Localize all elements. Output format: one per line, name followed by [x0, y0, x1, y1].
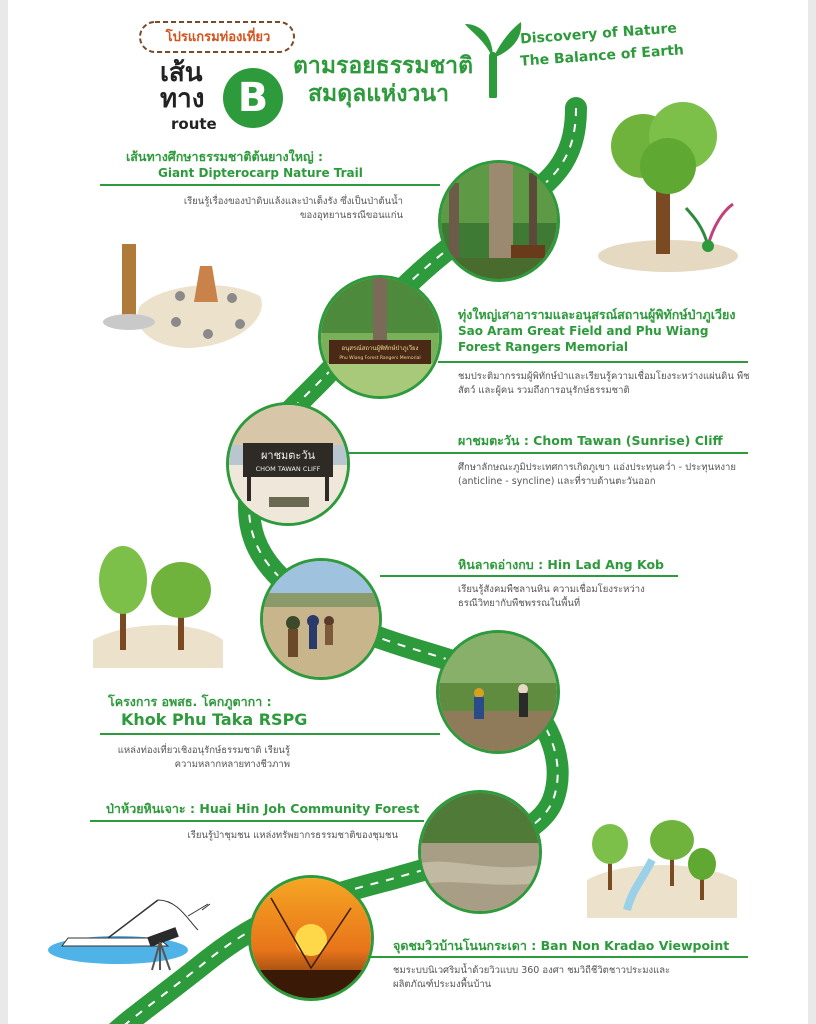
stop-4-desc: เรียนรู้สังคมพืชลานหิน ความเชื่อมโยงระหว่าง ธรณีวิทยากับพืชพรรณในพื้นที่: [458, 584, 645, 609]
stop-1-rule: [100, 184, 440, 186]
stop-3-title: ผาชมตะวัน : Chom Tawan (Sunrise) Cliff: [458, 433, 723, 448]
cliff-sign-text-en: CHOM TAWAN CLIFF: [255, 465, 321, 473]
stop-7-rule: [368, 956, 748, 958]
stop-4-rule: [380, 575, 678, 577]
stop-2-title: ทุ่งใหญ่เสาอารามและอนุสรณ์สถานผู้พิทักษ์ป่าภูเวียง: [458, 307, 736, 322]
stop-5-title: โครงการ อพสธ. โคกภูตากา :: [108, 694, 272, 709]
program-tag: โปรแกรมท่องเที่ยว: [165, 30, 271, 45]
title-en-line-1: Discovery of Nature: [519, 20, 678, 48]
stop-5-desc: แหล่งท่องเที่ยวเชิงอนุรักษ์ธรรมชาติ เรียนรู้ความหลากหลายทางชีวภาพ: [117, 745, 290, 770]
stone-sculpture-illustration-icon: [100, 236, 270, 356]
stop-2-desc: ชมประติมากรรมผู้พิทักษ์ป่าและเรียนรู้ความเชื่อมโยงระหว่างแผ่นดิน พืช สัตว์ และผู้คน รวมถึงการอนุรักษ์ธรรมชาติ: [458, 371, 750, 396]
stop-2-subtitle: Sao Aram Great Field and Phu Wiang Forest Rangers Memorial: [458, 324, 709, 354]
trees-illustration-left-icon: [88, 540, 228, 670]
route-word-2: ทาง: [160, 84, 205, 114]
cliff-sign-text: ผาชมตะวัน: [260, 449, 316, 462]
route-word-1: เส้น: [160, 58, 203, 88]
stop-6-rule: [90, 820, 424, 822]
fishing-boat-telescope-illustration-icon: [48, 890, 268, 990]
stop-2-rule: [438, 361, 748, 363]
title-th-line-2: สมดุลแห่งวนา: [308, 81, 449, 107]
stop-1-subtitle: Giant Dipterocarp Nature Trail: [158, 166, 363, 180]
stop-7-desc: ชมระบบนิเวศริมน้ำด้วยวิวแบบ 360 องศา ชมวิถีชีวิตชาวประมงและ ผลิตภัณฑ์ประมงพื้นบ้าน: [393, 965, 671, 990]
stop-5-photo: [436, 630, 560, 754]
stop-1-photo: [438, 160, 560, 282]
stop-6-photo: [418, 790, 542, 914]
stop-5-rule: [100, 733, 440, 735]
stop-5-subtitle: Khok Phu Taka RSPG: [121, 710, 308, 729]
stop-1-title: เส้นทางศึกษาธรรมชาติต้นยางใหญ่ :: [126, 149, 323, 164]
route-word-en: route: [171, 115, 217, 133]
stop-3-desc: ศึกษาลักษณะภูมิประเทศการเกิดภูเขา แอ่งประทุนคว่ำ - ประทุนหงาย (anticline - syncline) และที่ราบด้านตะวันออก: [458, 462, 736, 487]
route-letter-badge: B: [223, 68, 283, 128]
stop-6-title: ป่าห้วยหินเจาะ : Huai Hin Joh Community Forest: [106, 801, 420, 816]
memorial-sign-text-en: Phu Wiang Forest Rangers Memorial: [339, 356, 421, 361]
stop-4-title: หินลาดอ่างกบ : Hin Lad Ang Kob: [458, 557, 664, 572]
stop-7-title: จุดชมวิวบ้านโนนกระเดา : Ban Non Kradao Viewpoint: [393, 938, 730, 953]
stop-6-desc: เรียนรู้ป่าชุมชน แหล่งทรัพยากรธรรมชาติของชุมชน: [187, 830, 398, 841]
title-en-line-2: The Balance of Earth: [519, 42, 685, 70]
stop-1-desc: เรียนรู้เรื่องของป่าดิบแล้งและป่าเต็งรัง ซึ่งเป็นป่าต้นน้ำของอุทยานธรณีขอนแก่น: [183, 196, 403, 221]
stop-3-rule: [348, 452, 748, 454]
poster-page: [8, 0, 808, 1024]
stop-3-photo: [226, 402, 350, 526]
memorial-sign-text: อนุสรณ์สถานผู้พิทักษ์ป่าภูเวียง: [341, 345, 419, 352]
trees-river-illustration-icon: [582, 820, 742, 920]
stop-2-photo: [318, 275, 442, 399]
tree-sprout-illustration-icon: [598, 96, 748, 276]
title-th-line-1: ตามรอยธรรมชาติ: [293, 53, 474, 79]
stop-4-photo: [260, 558, 382, 680]
